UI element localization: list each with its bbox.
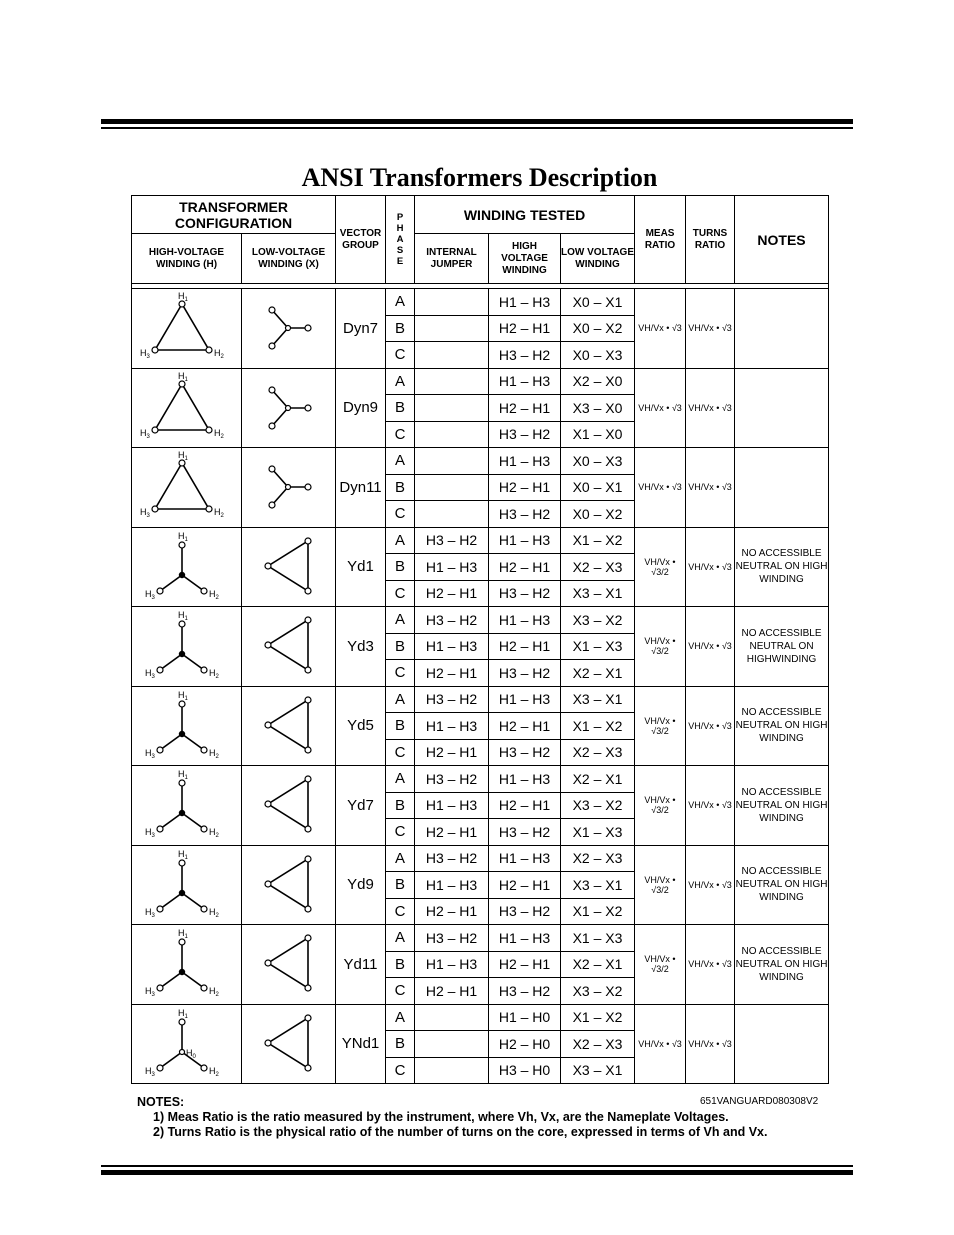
vector-group: Yd9 [336,845,386,925]
star-winding-diagram [132,608,232,684]
hv-winding-test-cell: H2 – H1 [489,792,561,819]
notes-block [137,1095,767,1140]
phase-cell: A [386,925,415,952]
lv-delta-winding-diagram [242,688,332,764]
header-config: TRANSFORMER CONFIGURATION [132,196,336,234]
turns-ratio-cell [686,766,735,846]
jumper-cell: H2 – H1 [415,660,489,687]
jumper-cell [415,342,489,369]
note-2: 2) Turns Ratio is the physical ratio of the number of turns on the core, expressed in terms of Vh and Vx. [153,1125,768,1139]
lv-delta-winding-diagram [242,767,332,843]
hv-winding-cell [132,289,242,369]
note-cell: NO ACCESSIBLE NEUTRAL ON HIGH WINDING [735,766,829,846]
svg-text:H2: $H_2$ [209,588,219,601]
jumper-cell [415,1031,489,1058]
page-title: ANSI Transformers Description [301,163,658,192]
vector-group: Dyn7 [336,289,386,369]
jumper-cell [415,501,489,528]
header-winding: WINDING TESTED [415,196,635,234]
hv-winding-test-cell: H2 – H1 [489,633,561,660]
hv-winding-cell [132,607,242,687]
meas-ratio-cell [635,527,686,607]
svg-text:H1: $H_1$ [178,450,188,463]
svg-text:H1: $H_1$ [178,1007,188,1020]
svg-text:H3: $H_3$ [140,427,150,440]
phase-cell: C [386,1057,415,1084]
document-code: 651VANGUARD080308V2 [700,1096,819,1107]
turns-ratio-cell [686,289,735,369]
svg-text:H2: $H_2$ [214,348,224,361]
hv-winding-test-cell: H3 – H2 [489,421,561,448]
turns-ratio: VH/Vx • √3 [688,800,732,811]
svg-text:H2: $H_2$ [214,507,224,520]
svg-text:H2: $H_2$ [209,827,219,840]
vector-group: Yd11 [336,925,386,1005]
hv-winding-test-cell: H1 – H3 [489,289,561,316]
hv-winding-test-cell: H2 – H1 [489,872,561,899]
jumper-cell [415,368,489,395]
hv-winding-test-cell: H1 – H3 [489,845,561,872]
turns-ratio: VH/Vx • √3 [688,323,732,334]
header-notes: NOTES [735,196,829,284]
turns-ratio-cell [686,368,735,448]
lv-winding-test-cell: X0 – X2 [561,315,635,342]
lv-winding-test-cell: X2 – X1 [561,660,635,687]
svg-text:H1: $H_1$ [178,370,188,383]
hv-winding-test-cell: H1 – H3 [489,368,561,395]
hv-winding-test-cell: H3 – H2 [489,342,561,369]
table-row [132,607,829,634]
phase-cell: A [386,1004,415,1031]
table-row [132,686,829,713]
phase-cell: B [386,951,415,978]
phase-cell: A [386,368,415,395]
svg-text:H2: $H_2$ [209,906,219,919]
hv-winding-test-cell: H3 – H0 [489,1057,561,1084]
lv-delta-winding-diagram [242,926,332,1002]
table-row [132,289,829,316]
header-vector: VECTOR GROUP [336,196,386,284]
note-cell [735,1004,829,1084]
hv-winding-test-cell: H2 – H1 [489,713,561,740]
lv-winding-test-cell: X1 – X2 [561,527,635,554]
svg-text:H3: $H_3$ [145,1065,155,1078]
phase-cell: A [386,527,415,554]
lv-winding-test-cell: X2 – X3 [561,845,635,872]
note-cell: NO ACCESSIBLE NEUTRAL ON HIGHWINDING [735,607,829,687]
hv-winding-cell [132,368,242,448]
lv-star-winding-diagram [242,290,332,366]
hv-winding-test-cell: H2 – H1 [489,474,561,501]
jumper-cell: H1 – H3 [415,713,489,740]
note-cell [735,368,829,448]
phase-cell: C [386,580,415,607]
phase-cell: A [386,607,415,634]
hv-winding-cell [132,527,242,607]
phase-cell: C [386,660,415,687]
svg-text:H3: $H_3$ [145,588,155,601]
svg-text:H2: $H_2$ [209,668,219,681]
jumper-cell: H2 – H1 [415,739,489,766]
top-rule [101,119,853,124]
transformer-table [131,195,829,1084]
top-rule-thin [101,127,853,129]
lv-winding-test-cell: X2 – X0 [561,368,635,395]
jumper-cell: H2 – H1 [415,819,489,846]
header-jumper: INTERNAL JUMPER [415,234,489,284]
jumper-cell: H3 – H2 [415,766,489,793]
phase-cell: C [386,501,415,528]
lv-winding-test-cell: X3 – X2 [561,607,635,634]
note-cell: NO ACCESSIBLE NEUTRAL ON HIGH WINDING [735,686,829,766]
svg-text:H3: $H_3$ [145,668,155,681]
header-meas: MEAS RATIO [635,196,686,284]
lv-winding-cell [242,845,336,925]
turns-ratio-cell [686,448,735,528]
lv-star-winding-diagram [242,449,332,525]
lv-delta-winding-diagram [242,847,332,923]
star-winding-diagram [132,1006,232,1082]
phase-cell: C [386,898,415,925]
star-winding-diagram [132,688,232,764]
meas-ratio: VH/Vx • √3/2 [644,715,676,736]
hv-winding-cell [132,686,242,766]
delta-winding-diagram [132,370,232,446]
svg-text:H3: $H_3$ [145,827,155,840]
lv-winding-test-cell: X2 – X3 [561,1031,635,1058]
lv-winding-test-cell: X1 – X0 [561,421,635,448]
vector-group: Dyn11 [336,448,386,528]
hv-winding-test-cell: H2 – H1 [489,395,561,422]
table-row [132,925,829,952]
lv-winding-test-cell: X3 – X1 [561,872,635,899]
turns-ratio-cell [686,607,735,687]
hv-winding-cell [132,766,242,846]
table-row [132,766,829,793]
lv-winding-cell [242,368,336,448]
meas-ratio-cell [635,448,686,528]
note-cell: NO ACCESSIBLE NEUTRAL ON HIGH WINDING [735,845,829,925]
lv-winding-test-cell: X1 – X2 [561,713,635,740]
jumper-cell: H3 – H2 [415,607,489,634]
turns-ratio-cell [686,527,735,607]
lv-winding-test-cell: X1 – X2 [561,1004,635,1031]
hv-winding-test-cell: H3 – H2 [489,501,561,528]
phase-cell: A [386,289,415,316]
lv-winding-test-cell: X2 – X1 [561,766,635,793]
lv-winding-test-cell: X3 – X1 [561,1057,635,1084]
jumper-cell: H1 – H3 [415,792,489,819]
jumper-cell: H2 – H1 [415,898,489,925]
turns-ratio: VH/Vx • √3 [688,720,732,731]
svg-text:H3: $H_3$ [145,747,155,760]
hv-winding-test-cell: H1 – H0 [489,1004,561,1031]
note-1: 1) Meas Ratio is the ratio measured by the instrument, where Vh, Vx, are the Nameplate Voltages. [153,1110,729,1124]
header-lv: LOW-VOLTAGE WINDING (X) [242,234,336,284]
jumper-cell [415,1057,489,1084]
jumper-cell [415,448,489,475]
lv-winding-cell [242,448,336,528]
hv-winding-test-cell: H3 – H2 [489,978,561,1005]
vector-group: Yd3 [336,607,386,687]
vector-group: Yd5 [336,686,386,766]
phase-cell: B [386,713,415,740]
meas-ratio: VH/Vx • √3/2 [644,556,676,577]
lv-winding-test-cell: X0 – X1 [561,289,635,316]
meas-ratio-cell [635,766,686,846]
jumper-cell: H3 – H2 [415,527,489,554]
turns-ratio: VH/Vx • √3 [688,561,732,572]
lv-winding-test-cell: X1 – X2 [561,898,635,925]
bottom-rule [101,1170,853,1175]
jumper-cell: H3 – H2 [415,845,489,872]
hv-winding-test-cell: H1 – H3 [489,527,561,554]
meas-ratio: VH/Vx • √3/2 [644,795,676,816]
turns-ratio: VH/Vx • √3 [688,959,732,970]
hv-winding-cell [132,925,242,1005]
hv-winding-test-cell: H1 – H3 [489,686,561,713]
phase-cell: B [386,633,415,660]
lv-winding-test-cell: X3 – X0 [561,395,635,422]
lv-star-winding-diagram [242,370,332,446]
svg-text:H1: $H_1$ [178,610,188,623]
jumper-cell: H3 – H2 [415,925,489,952]
meas-ratio-cell [635,368,686,448]
svg-text:H2: $H_2$ [209,1065,219,1078]
hv-winding-cell [132,448,242,528]
lv-winding-test-cell: X2 – X3 [561,739,635,766]
lv-winding-test-cell: X3 – X2 [561,978,635,1005]
vector-group: Dyn9 [336,368,386,448]
lv-winding-cell [242,925,336,1005]
meas-ratio-cell [635,686,686,766]
turns-ratio: VH/Vx • √3 [688,641,732,652]
jumper-cell [415,289,489,316]
turns-ratio-cell [686,686,735,766]
notes-heading: NOTES: [137,1095,185,1109]
phase-cell: B [386,315,415,342]
table-row [132,1004,829,1031]
header-phase: P H A S E [386,196,415,284]
hv-winding-test-cell: H3 – H2 [489,898,561,925]
lv-winding-test-cell: X1 – X3 [561,819,635,846]
svg-text:H2: $H_2$ [209,986,219,999]
svg-text:H1: $H_1$ [178,291,188,304]
lv-winding-test-cell: X0 – X3 [561,448,635,475]
lv-winding-test-cell: X3 – X2 [561,792,635,819]
meas-ratio: VH/Vx • √3 [638,323,682,334]
phase-cell: C [386,978,415,1005]
header-hv: HIGH-VOLTAGE WINDING (H) [132,234,242,284]
svg-text:H1: $H_1$ [178,928,188,941]
hv-winding-test-cell: H3 – H2 [489,660,561,687]
turns-ratio: VH/Vx • √3 [688,1038,732,1049]
hv-winding-test-cell: H1 – H3 [489,766,561,793]
jumper-cell: H1 – H3 [415,872,489,899]
svg-text:H3: $H_3$ [145,986,155,999]
hv-winding-test-cell: H3 – H2 [489,819,561,846]
lv-winding-test-cell: X0 – X2 [561,501,635,528]
svg-text:H0: $H_0$ [186,1047,196,1060]
vector-group: YNd1 [336,1004,386,1084]
lv-winding-cell [242,289,336,369]
svg-text:H2: $H_2$ [209,747,219,760]
jumper-cell [415,474,489,501]
note-cell: NO ACCESSIBLE NEUTRAL ON HIGH WINDING [735,925,829,1005]
hv-winding-test-cell: H2 – H1 [489,315,561,342]
lv-winding-test-cell: X0 – X3 [561,342,635,369]
hv-winding-test-cell: H1 – H3 [489,448,561,475]
phase-cell: B [386,474,415,501]
turns-ratio-cell [686,845,735,925]
lv-winding-test-cell: X0 – X1 [561,474,635,501]
hv-winding-cell [132,845,242,925]
hv-winding-test-cell: H2 – H0 [489,1031,561,1058]
lv-delta-winding-diagram [242,529,332,605]
turns-ratio-cell [686,1004,735,1084]
lv-winding-test-cell: X1 – X3 [561,633,635,660]
jumper-cell: H2 – H1 [415,580,489,607]
svg-text:H3: $H_3$ [140,507,150,520]
phase-cell: B [386,395,415,422]
lv-delta-winding-diagram [242,608,332,684]
svg-text:H2: $H_2$ [214,427,224,440]
phase-cell: B [386,554,415,581]
svg-text:H1: $H_1$ [178,848,188,861]
phase-cell: C [386,819,415,846]
lv-winding-test-cell: X2 – X1 [561,951,635,978]
lv-winding-test-cell: X3 – X1 [561,580,635,607]
turns-ratio: VH/Vx • √3 [688,879,732,890]
hv-winding-test-cell: H1 – H3 [489,607,561,634]
meas-ratio: VH/Vx • √3/2 [644,874,676,895]
lv-winding-test-cell: X1 – X3 [561,925,635,952]
lv-winding-cell [242,527,336,607]
note-cell [735,289,829,369]
table-row [132,527,829,554]
jumper-cell [415,315,489,342]
phase-cell: C [386,739,415,766]
jumper-cell [415,421,489,448]
star-winding-diagram [132,847,232,923]
note-cell [735,448,829,528]
star-winding-diagram [132,926,232,1002]
meas-ratio-cell [635,289,686,369]
star-winding-diagram [132,529,232,605]
jumper-cell: H1 – H3 [415,554,489,581]
meas-ratio: VH/Vx • √3 [638,482,682,493]
jumper-cell [415,395,489,422]
meas-ratio-cell [635,607,686,687]
meas-ratio-cell [635,1004,686,1084]
turns-ratio: VH/Vx • √3 [688,402,732,413]
meas-ratio: VH/Vx • √3 [638,1038,682,1049]
table-row [132,448,829,475]
meas-ratio-cell [635,925,686,1005]
meas-ratio-cell [635,845,686,925]
lv-winding-test-cell: X3 – X1 [561,686,635,713]
header-hvw: HIGH VOLTAGE WINDING [489,234,561,284]
turns-ratio-cell [686,925,735,1005]
lv-delta-winding-diagram [242,1006,332,1082]
meas-ratio: VH/Vx • √3 [638,402,682,413]
phase-cell: C [386,342,415,369]
phase-cell: A [386,448,415,475]
bottom-rule-thin [101,1165,853,1167]
meas-ratio: VH/Vx • √3/2 [644,636,676,657]
hv-winding-test-cell: H2 – H1 [489,554,561,581]
hv-winding-test-cell: H1 – H3 [489,925,561,952]
jumper-cell [415,1004,489,1031]
jumper-cell: H1 – H3 [415,633,489,660]
hv-winding-test-cell: H3 – H2 [489,739,561,766]
table-row [132,368,829,395]
phase-cell: C [386,421,415,448]
jumper-cell: H2 – H1 [415,978,489,1005]
svg-text:H3: $H_3$ [145,906,155,919]
meas-ratio: VH/Vx • √3/2 [644,954,676,975]
svg-text:H3: $H_3$ [140,348,150,361]
phase-cell: A [386,845,415,872]
lv-winding-cell [242,607,336,687]
hv-winding-test-cell: H2 – H1 [489,951,561,978]
phase-cell: A [386,766,415,793]
header-lvw: LOW VOLTAGE WINDING [561,234,635,284]
phase-cell: B [386,1031,415,1058]
phase-cell: A [386,686,415,713]
lv-winding-cell [242,686,336,766]
table-body [132,289,829,1084]
table-row [132,845,829,872]
turns-ratio: VH/Vx • √3 [688,482,732,493]
star-winding-diagram [132,767,232,843]
hv-winding-test-cell: H3 – H2 [489,580,561,607]
svg-text:H1: $H_1$ [178,530,188,543]
vector-group: Yd7 [336,766,386,846]
delta-winding-diagram [132,290,232,366]
header-turns: TURNS RATIO [686,196,735,284]
lv-winding-cell [242,1004,336,1084]
hv-winding-cell [132,1004,242,1084]
svg-text:H1: $H_1$ [178,769,188,782]
lv-winding-test-cell: X2 – X3 [561,554,635,581]
note-cell: NO ACCESSIBLE NEUTRAL ON HIGH WINDING [735,527,829,607]
lv-winding-cell [242,766,336,846]
phase-cell: B [386,872,415,899]
phase-cell: B [386,792,415,819]
vector-group: Yd1 [336,527,386,607]
jumper-cell: H3 – H2 [415,686,489,713]
jumper-cell: H1 – H3 [415,951,489,978]
svg-text:H1: $H_1$ [178,689,188,702]
delta-winding-diagram [132,449,232,525]
